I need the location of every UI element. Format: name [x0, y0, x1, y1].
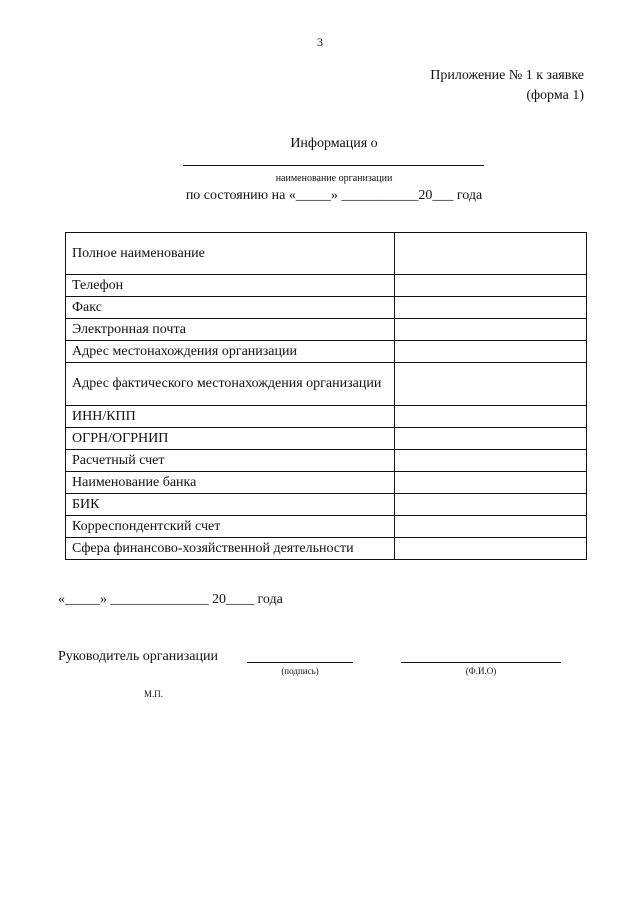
full-name-caption: (Ф.И.О) [465, 666, 497, 676]
row-value-activity-sphere[interactable] [395, 538, 587, 560]
row-label-fax: Факс [66, 297, 395, 319]
row-value-correspondent-account[interactable] [395, 516, 587, 538]
row-value-legal-address[interactable] [395, 341, 587, 363]
signature-line [247, 662, 353, 663]
row-value-bank-name[interactable] [395, 472, 587, 494]
table-row [66, 472, 587, 494]
organization-info-table [65, 232, 587, 560]
table-row [66, 538, 587, 560]
appendix-form-number: (форма 1) [526, 88, 584, 103]
row-label-inn-kpp: ИНН/КПП [66, 406, 395, 428]
row-label-bank-name: Наименование банка [66, 472, 395, 494]
form-title: Информация о [290, 136, 378, 151]
row-label-legal-address: Адрес местонахождения организации [66, 341, 395, 363]
appendix-reference [430, 66, 584, 106]
row-label-activity-sphere: Сфера финансово-хозяйственной деятельности [66, 538, 395, 560]
full-name-line [401, 662, 561, 663]
table-row [66, 406, 587, 428]
signature-caption: (подпись) [281, 666, 319, 676]
as-of-date-line: по состоянию на «_____» ___________20___ года [185, 188, 483, 203]
row-label-settlement-account: Расчетный счет [66, 450, 395, 472]
table-row [66, 450, 587, 472]
table-row [66, 319, 587, 341]
row-value-actual-address[interactable] [395, 363, 587, 406]
page-number: 3 [317, 35, 323, 49]
table-row [66, 233, 587, 275]
row-value-fax[interactable] [395, 297, 587, 319]
row-value-inn-kpp[interactable] [395, 406, 587, 428]
row-label-ogrn: ОГРН/ОГРНИП [66, 428, 395, 450]
row-label-phone: Телефон [66, 275, 395, 297]
row-value-settlement-account[interactable] [395, 450, 587, 472]
row-value-bik[interactable] [395, 494, 587, 516]
stamp-place-label: М.П. [144, 689, 164, 699]
signing-date-line: «_____» ______________ 20____ года [58, 592, 283, 607]
table-row [66, 297, 587, 319]
row-label-full-name: Полное наименование [66, 233, 395, 275]
table-row [66, 363, 587, 406]
organization-name-caption: наименование организации [275, 173, 393, 184]
table-row [66, 341, 587, 363]
row-value-ogrn[interactable] [395, 428, 587, 450]
organization-head-label: Руководитель организации [58, 649, 218, 664]
row-label-bik: БИК [66, 494, 395, 516]
appendix-line-1: Приложение № 1 к заявке [430, 68, 584, 83]
table-row [66, 516, 587, 538]
row-label-email: Электронная почта [66, 319, 395, 341]
row-label-correspondent-account: Корреспондентский счет [66, 516, 395, 538]
row-value-email[interactable] [395, 319, 587, 341]
table-row [66, 275, 587, 297]
table-row [66, 428, 587, 450]
row-label-actual-address: Адрес фактического местонахождения организации [66, 363, 395, 406]
row-value-full-name[interactable] [395, 233, 587, 275]
organization-name-line [183, 165, 484, 166]
row-value-phone[interactable] [395, 275, 587, 297]
table-row [66, 494, 587, 516]
